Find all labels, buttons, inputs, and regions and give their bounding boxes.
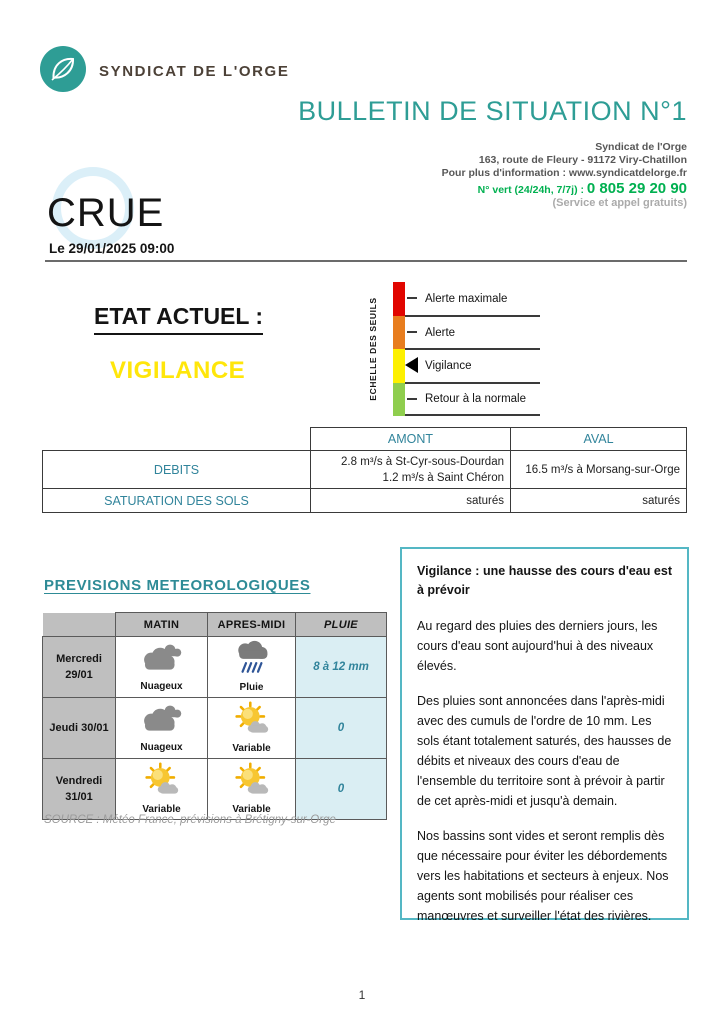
threshold-scale: [368, 282, 548, 416]
table-row: [43, 637, 387, 698]
scale-divider: [405, 348, 540, 350]
weather-cell: [208, 759, 296, 820]
weather-label: Pluie: [239, 682, 264, 693]
sun-cloud-icon: [229, 785, 275, 802]
divider: [45, 260, 687, 262]
scale-divider: [405, 315, 540, 317]
hotline-number: 0 805 29 20 90: [586, 180, 687, 197]
clouds-icon: [134, 723, 190, 740]
metrics-col-aval: AVAL: [511, 428, 687, 451]
weather-day: Jeudi 30/01: [43, 698, 116, 759]
contact-block: [442, 141, 687, 210]
table-row: [43, 489, 687, 513]
notice-paragraph: Des pluies sont annoncées dans l'après-midi avec des cumuls de l'ordre de 10 mm. Les sols étant totalement saturés, des hausses de débits et niveaux des cours d'eau de l'ensemble du territoire sont à prévoir à partir de cet après-midi et jusqu'à demain.: [417, 693, 672, 808]
weather-source: SOURCE : Météo France, prévisions à Brétigny-sur-Orge: [44, 814, 336, 826]
page-number: 1: [358, 988, 366, 1002]
weather-cell: [116, 637, 208, 698]
weather-label: Variable: [232, 743, 271, 754]
weather-cell: [116, 759, 208, 820]
scale-tick: [407, 297, 417, 299]
event-date: Le 29/01/2025 09:00: [49, 241, 175, 256]
rain-amount: 8 à 12 mm: [296, 637, 387, 698]
weather-blank-cell: [43, 613, 116, 637]
weather-table: [42, 612, 387, 820]
scale-segment-max-alert: [393, 282, 405, 316]
weather-label: Nuageux: [140, 742, 183, 753]
current-state-value: VIGILANCE: [110, 357, 246, 384]
table-row: [43, 698, 387, 759]
current-state: [94, 303, 263, 385]
scale-level-label: Alerte: [425, 327, 456, 339]
hotline-note: (Service et appel gratuits): [552, 197, 687, 209]
weather-label: Nuageux: [140, 681, 183, 692]
weather-label: Variable: [232, 804, 271, 815]
logo: [40, 46, 289, 97]
rain-amount: 0: [296, 759, 387, 820]
hotline-label: N° vert (24/24h, 7/7j) :: [477, 184, 584, 196]
scale-axis-label: ECHELLE DES SEUILS: [368, 297, 378, 401]
notice-paragraph: Au regard des pluies des derniers jours, les cours d'eau sont aujourd'hui à des niveaux élevés.: [417, 618, 658, 673]
logo-text: SYNDICAT DE L'ORGE: [99, 63, 290, 80]
weather-label: Variable: [142, 804, 181, 815]
org-address: 163, route de Fleury - 91172 Viry-Chatillon: [478, 154, 687, 166]
weather-day: Vendredi 31/01: [43, 759, 116, 820]
metrics-table: [42, 427, 687, 513]
org-name: Syndicat de l'Orge: [595, 141, 687, 153]
scale-tick: [407, 398, 417, 400]
metrics-col-amont: AMONT: [311, 428, 511, 451]
scale-divider: [405, 382, 540, 384]
table-row: [43, 759, 387, 820]
sun-cloud-icon: [139, 785, 185, 802]
debits-amont-line2: 1.2 m³/s à Saint Chéron: [382, 471, 504, 484]
saturation-aval-value: saturés: [511, 489, 687, 513]
weather-day: Mercredi 29/01: [43, 637, 116, 698]
info-line: Pour plus d'information : www.syndicatdelorge.fr: [441, 167, 687, 179]
weather-cell: [116, 698, 208, 759]
debits-aval-value: 16.5 m³/s à Morsang-sur-Orge: [511, 451, 687, 489]
sun-cloud-icon: [229, 724, 275, 741]
weather-col-pluie: PLUIE: [296, 613, 387, 637]
weather-cell: [208, 698, 296, 759]
weather-section-title: PREVISIONS METEOROLOGIQUES: [44, 577, 311, 594]
debits-amont-value: [311, 451, 511, 489]
vigilance-notice-box: [400, 547, 689, 923]
scale-divider: [405, 414, 540, 416]
weather-cell: [208, 637, 296, 698]
notice-paragraph: Nos bassins sont vides et seront remplis dès que nécessaire pour éviter les débordements vers les habitations et secteurs à enjeux. Nos agents sont mobilisés pour réaliser ces manœuvres et surveiller l'état des rivières.: [417, 828, 669, 923]
rain-amount: 0: [296, 698, 387, 759]
metrics-blank-cell: [43, 428, 311, 451]
scale-segment-alert: [393, 316, 405, 350]
weather-col-matin: MATIN: [116, 613, 208, 637]
event-title: CRUE: [47, 191, 165, 235]
scale-level-label: Alerte maximale: [425, 293, 508, 305]
scale-level-label: Vigilance: [425, 360, 472, 372]
debits-label: DEBITS: [43, 451, 311, 489]
page-title: BULLETIN DE SITUATION N°1: [298, 96, 687, 126]
notice-title: Vigilance : une hausse des cours d'eau est à prévoir: [417, 564, 672, 598]
debits-amont-line1: 2.8 m³/s à St-Cyr-sous-Dourdan: [341, 455, 504, 468]
table-row: [43, 451, 687, 489]
scale-color-bar: [393, 282, 405, 416]
hotline: [442, 182, 687, 197]
scale-segment-normal: [393, 383, 405, 417]
scale-tick: [407, 331, 417, 333]
rain-cloud-icon: [228, 663, 276, 680]
scale-level-label: Retour à la normale: [425, 393, 526, 405]
scale-segment-vigilance: [393, 349, 405, 383]
saturation-amont-value: saturés: [311, 489, 511, 513]
leaf-icon: [40, 46, 86, 97]
weather-col-apresmidi: APRES-MIDI: [208, 613, 296, 637]
current-level-arrow-icon: [405, 357, 418, 373]
current-state-label: ETAT ACTUEL :: [94, 303, 263, 335]
saturation-label: SATURATION DES SOLS: [43, 489, 311, 513]
clouds-icon: [134, 662, 190, 679]
